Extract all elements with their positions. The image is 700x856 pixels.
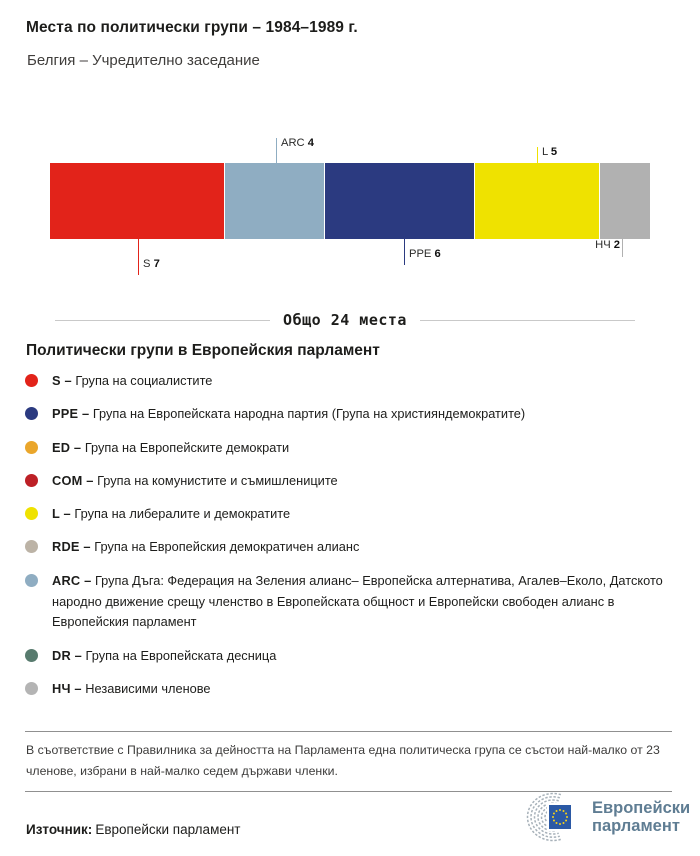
legend-text [52, 404, 525, 425]
legend-color-dot-l [25, 507, 38, 520]
callout-label-s [143, 258, 160, 270]
legend-code: НЧ – [52, 680, 82, 696]
legend-description: Група на Европейската десница [85, 647, 277, 663]
legend-item-com [25, 471, 673, 492]
callout-seats-arc: 4 [307, 137, 314, 149]
legend-code: S – [52, 373, 72, 388]
legend-item-l [25, 504, 673, 525]
total-seats-label: Общо 24 места [283, 311, 407, 329]
callout-code-ppe: PPE [409, 248, 432, 260]
callout-line-nch [622, 239, 623, 257]
callout-label-l [542, 146, 557, 158]
callout-line-ppe [404, 239, 405, 265]
legend-text [52, 471, 338, 492]
seats-stacked-bar [50, 163, 650, 239]
footnote-text: В съответствие с Правилника за дейността на Парламента една политическа група се състои най-малко от 23 членове, избрани в най-малко седем държави членки. [26, 743, 660, 778]
callout-code-l: L [542, 146, 548, 158]
legend-item-rde [25, 537, 673, 558]
legend-text [52, 646, 276, 667]
legend-code: DR – [52, 647, 82, 663]
legend-item-arc [25, 571, 673, 633]
legend-text [52, 571, 673, 633]
callout-code-s: S [143, 258, 151, 270]
source-line [26, 822, 241, 837]
legend-color-dot-nch [25, 682, 38, 695]
callout-seats-nch: 2 [613, 239, 620, 251]
legend-text [52, 438, 289, 459]
legend-description: Група Дъга: Федерация на Зеления алианс– Европейска алтернатива, Агалев–Еколо, Датското народно движение срещу членство в Европейската общност и Европейски свободен алианс в Европейския парламент [52, 572, 663, 630]
callout-code-arc: ARC [281, 137, 305, 149]
legend-text [52, 679, 211, 700]
callout-seats-s: 7 [153, 258, 160, 270]
legend-code: RDE – [52, 539, 91, 555]
callout-seats-ppe: 6 [434, 248, 441, 260]
legend-text [52, 371, 212, 392]
legend-text [52, 504, 290, 525]
callout-line-arc [276, 138, 277, 163]
legend-description: Група на либералите и демократите [74, 506, 291, 522]
callout-line-l [537, 147, 538, 163]
legend-code: ED – [52, 439, 82, 455]
legend-color-dot-ppe [25, 407, 38, 420]
callout-seats-l: 5 [550, 146, 558, 158]
legend-description: Независими членове [85, 680, 211, 696]
ep-logo-text-line2: парламент [592, 817, 680, 835]
legend-description: Група на Европейския демократичен алианс [94, 539, 360, 555]
page-subtitle: Белгия – Учредително заседание [27, 52, 260, 69]
callout-label-arc [281, 137, 314, 149]
european-parliament-logo [507, 791, 690, 843]
legend-item-dr [25, 646, 673, 667]
bar-segment-l [475, 163, 600, 239]
callout-line-s [138, 239, 139, 275]
legend-description: Група на социалистите [75, 373, 213, 388]
legend-color-dot-arc [25, 574, 38, 587]
divider-line-right [420, 320, 635, 321]
legend-item-ed [25, 438, 673, 459]
footnote-rule-top [25, 731, 672, 732]
bar-segment-nch [600, 163, 650, 239]
legend-heading: Политически групи в Европейския парламент [26, 342, 380, 359]
legend-code: PPE – [52, 406, 90, 422]
bar-segment-arc [225, 163, 325, 239]
callout-code-nch: НЧ [595, 239, 611, 251]
legend-color-dot-com [25, 474, 38, 487]
legend-color-dot-dr [25, 649, 38, 662]
legend-item-nch [25, 679, 673, 700]
legend [25, 371, 673, 712]
page-title: Места по политически групи – 1984–1989 г. [26, 19, 358, 36]
legend-color-dot-rde [25, 540, 38, 553]
legend-text [52, 537, 359, 558]
legend-code: ARC – [52, 572, 92, 588]
ep-hemicycle-flag-icon [507, 791, 587, 843]
bar-segment-s [50, 163, 225, 239]
ep-logo-text [592, 799, 690, 835]
divider-line-left [55, 320, 270, 321]
legend-item-ppe [25, 404, 673, 425]
legend-description: Група на комунистите и съмишлениците [97, 472, 338, 488]
legend-color-dot-ed [25, 441, 38, 454]
legend-item-s [25, 371, 673, 392]
ep-logo-text-line1: Европейски [592, 799, 691, 817]
legend-code: COM – [52, 472, 94, 488]
legend-description: Група на Европейските демократи [84, 439, 290, 455]
total-seats-divider [55, 311, 635, 329]
legend-code: L – [52, 506, 71, 522]
source-label: Източник: [26, 822, 93, 837]
legend-color-dot-s [25, 374, 38, 387]
callout-label-ppe [409, 248, 441, 260]
bar-segment-ppe [325, 163, 475, 239]
source-value: Европейски парламент [95, 822, 241, 837]
callout-label-nch [595, 239, 620, 251]
legend-description: Група на Европейската народна партия (Група на християндемократите) [92, 406, 526, 422]
